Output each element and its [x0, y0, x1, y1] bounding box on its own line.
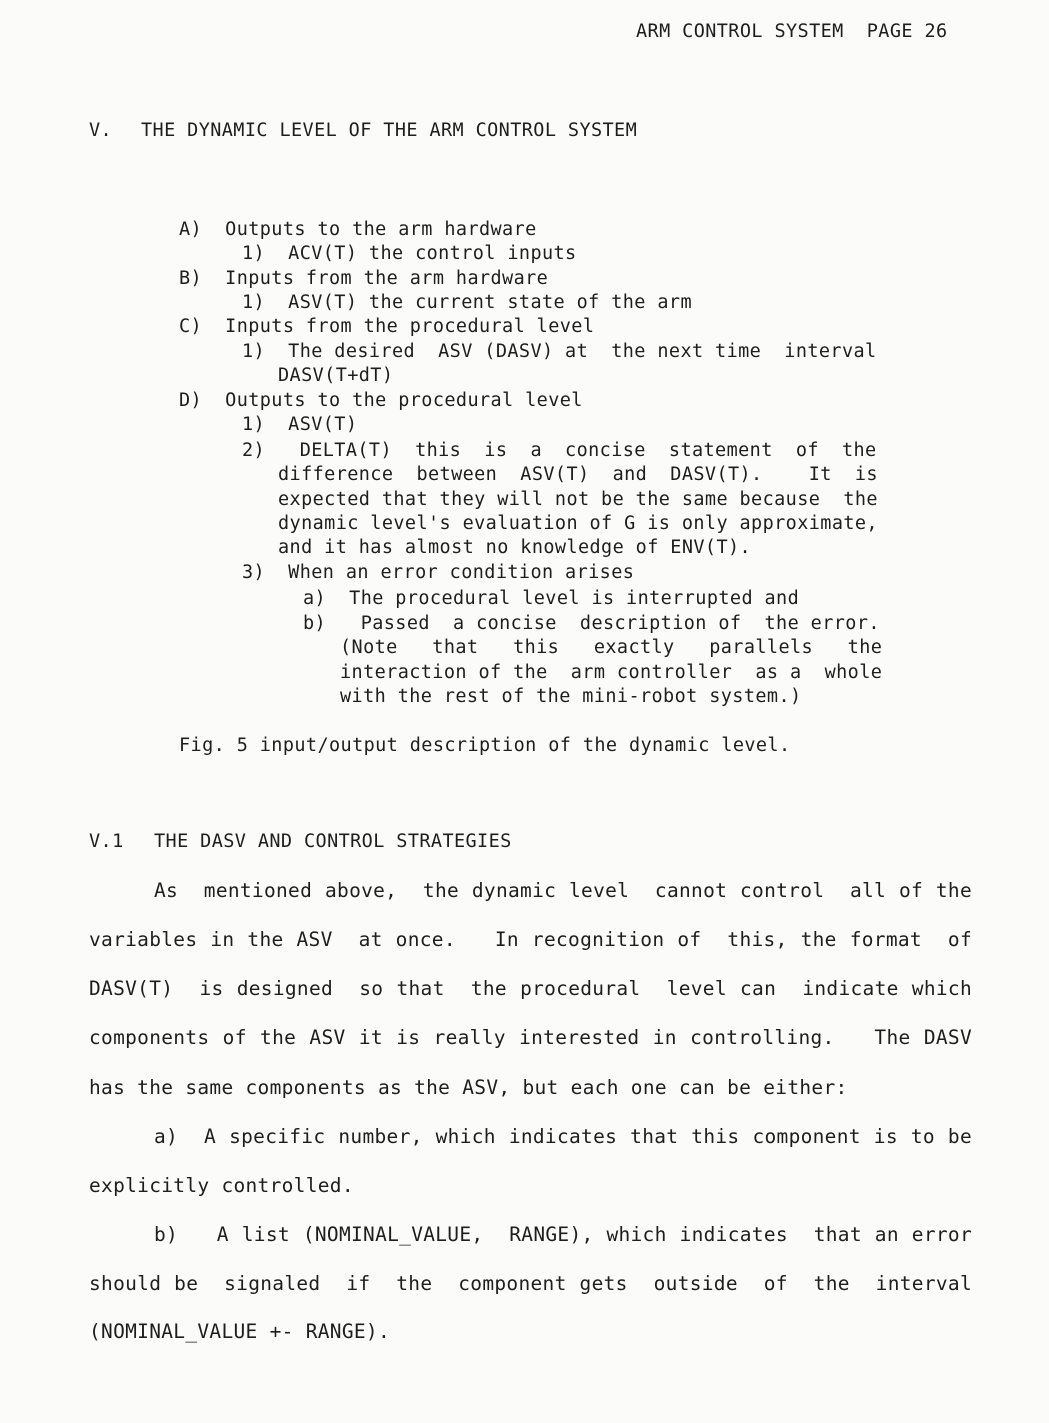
section-title: THE DYNAMIC LEVEL OF THE ARM CONTROL SYSTEM: [141, 120, 638, 141]
outline-item-d3-cont: (Note that this exactly parallels the: [340, 637, 883, 658]
figure-caption: Fig. 5 input/output description of the dynamic level.: [179, 735, 791, 756]
section-number: V.: [89, 120, 113, 141]
outline-item-d3a: a) The procedural level is interrupted and: [303, 588, 800, 609]
body-line: [89, 929, 972, 951]
outline-item-d2-cont: difference between ASV(T) and DASV(T). It is: [278, 464, 878, 485]
outline-item-d1: 1) ASV(T): [242, 414, 358, 435]
outline-item-d2-cont: expected that they will not be the same because the: [278, 489, 878, 510]
outline-item-b: B) Inputs from the arm hardware: [179, 268, 549, 289]
body-line: [154, 1126, 972, 1148]
body-line-text: As mentioned above, the dynamic level cannot control all of the: [154, 879, 972, 902]
outline-item-d3-cont: with the rest of the mini-robot system.): [340, 686, 802, 707]
body-line: explicitly controlled.: [89, 1174, 354, 1197]
outline-item-d3b: b) Passed a concise description of the error.: [303, 613, 880, 634]
outline-item-d2: 2) DELTA(T) this is a concise statement of the: [242, 440, 877, 461]
outline-item-c1-cont: DASV(T+dT): [278, 365, 394, 386]
body-line-text: variables in the ASV at once. In recognition of this, the format of: [89, 928, 972, 951]
body-line-text: should be signaled if the component gets outside of the interval: [89, 1272, 972, 1295]
outline-item-c: C) Inputs from the procedural level: [179, 316, 595, 337]
body-line-text: a) A specific number, which indicates that this component is to be: [154, 1125, 972, 1148]
subsection-number: V.1: [89, 831, 124, 852]
outline-item-b1: 1) ASV(T) the current state of the arm: [242, 292, 692, 313]
outline-item-d2-cont: dynamic level's evaluation of G is only approximate,: [278, 513, 878, 534]
outline-item-d: D) Outputs to the procedural level: [179, 390, 583, 411]
body-line: [89, 978, 972, 1000]
body-line: [89, 1027, 972, 1049]
subsection-title: THE DASV AND CONTROL STRATEGIES: [154, 831, 512, 852]
outline-item-d2-cont: and it has almost no knowledge of ENV(T).: [278, 537, 752, 558]
body-line: [154, 1224, 972, 1246]
body-line: [154, 880, 972, 902]
outline-item-c1: 1) The desired ASV (DASV) at the next time interval: [242, 341, 877, 362]
outline-item-d3: 3) When an error condition arises: [242, 562, 635, 583]
running-header: ARM CONTROL SYSTEM PAGE 26: [636, 21, 948, 42]
body-line: has the same components as the ASV, but each one can be either:: [89, 1076, 848, 1099]
outline-item-a1: 1) ACV(T) the control inputs: [242, 243, 577, 264]
body-line-text: components of the ASV it is really interested in controlling. The DASV: [89, 1026, 972, 1049]
outline-item-d3-cont: interaction of the arm controller as a whole: [340, 662, 883, 683]
outline-item-a: A) Outputs to the arm hardware: [179, 219, 537, 240]
body-line-text: DASV(T) is designed so that the procedural level can indicate which: [89, 977, 972, 1000]
body-line: (NOMINAL_VALUE +- RANGE).: [89, 1320, 390, 1343]
body-line-text: b) A list (NOMINAL_VALUE, RANGE), which indicates that an error: [154, 1223, 972, 1246]
body-line: [89, 1273, 972, 1295]
